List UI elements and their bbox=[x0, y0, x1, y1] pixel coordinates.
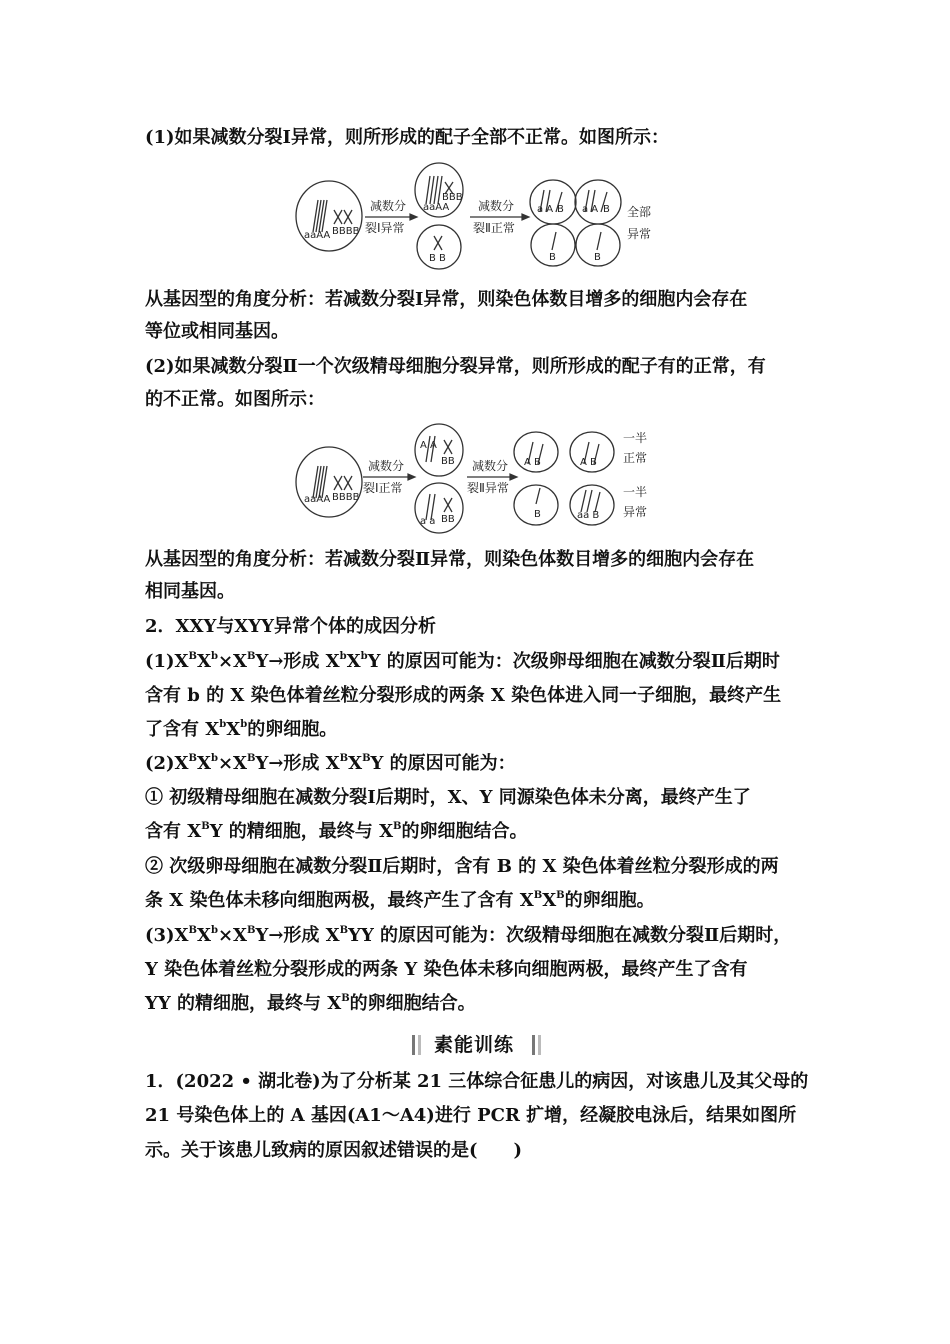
cell-label: a A bbox=[582, 204, 599, 215]
cell-label: A B bbox=[524, 457, 541, 468]
meiosis-i-abnormal-diagram bbox=[290, 160, 670, 272]
banner-bar-right bbox=[532, 1035, 535, 1055]
paragraph-4b: 相同基因。 bbox=[145, 581, 235, 602]
cell-label: B bbox=[594, 252, 601, 263]
section-2-item-2-line-1: ② 次级卵母细胞在减数分裂Ⅱ后期时，含有 B 的 X 染色体着丝粒分裂形成的两 bbox=[145, 856, 779, 877]
cell-label: BBBB bbox=[332, 492, 360, 503]
cell-label: B bbox=[603, 204, 610, 215]
section-1-line-3: 了含有 $X^bX^b$的卵细胞。 bbox=[145, 719, 338, 740]
cell-label: BB bbox=[441, 456, 455, 467]
cell-label: A B bbox=[580, 457, 597, 468]
banner-bar-left-2 bbox=[418, 1035, 421, 1055]
cell-label: A A bbox=[420, 440, 437, 451]
cell-label: a a bbox=[420, 516, 436, 527]
banner-bar-left bbox=[412, 1035, 415, 1055]
result1-label-1: 一半 bbox=[623, 431, 648, 445]
gamete-1 bbox=[530, 180, 576, 224]
arrow2-label-bottom: 裂Ⅱ异常 bbox=[467, 481, 509, 495]
cell-label: B bbox=[534, 509, 541, 520]
question-1-line-2: 21 号染色体上的 A 基因(A1～A4)进行 PCR 扩增，经凝胶电泳后，结果如图所 bbox=[145, 1105, 797, 1126]
paragraph-2b: 等位或相同基因。 bbox=[145, 321, 289, 342]
primary-cell bbox=[296, 447, 362, 517]
result1-label-2: 正常 bbox=[623, 451, 648, 465]
cell-label: B B bbox=[429, 253, 446, 264]
paragraph-3a: (2)如果减数分裂Ⅱ一个次级精母细胞分裂异常，则所形成的配子有的正常，有 bbox=[145, 356, 766, 377]
arrow1-label-bottom: 裂Ⅰ正常 bbox=[363, 481, 403, 495]
section-1-line-2: 含有 b 的 X 染色体着丝粒分裂形成的两条 X 染色体进入同一子细胞，最终产生 bbox=[145, 685, 782, 706]
section-2-item-1-line-2: 含有 $X^BY$ 的精细胞，最终与 $X^B$的卵细胞结合。 bbox=[145, 821, 528, 842]
paragraph-1: (1)如果减数分裂Ⅰ异常，则所形成的配子全部不正常。如图所示： bbox=[145, 127, 669, 148]
question-1-line-3: 示。关于该患儿致病的原因叙述错误的是( ) bbox=[145, 1140, 523, 1161]
banner-bar-right-2 bbox=[538, 1035, 541, 1055]
meiosis-ii-abnormal-diagram bbox=[290, 420, 670, 535]
section-1-line-1: $(1)X^BX^b\times X^BY\to$形成 $X^bX^bY$ 的原因可能为：次级卵母细胞在减数分裂Ⅱ后期时 bbox=[145, 651, 780, 672]
cell-label: aaAA bbox=[304, 494, 331, 505]
section-2-item-2-line-2: 条 X 染色体未移向细胞两极，最终产生了含有 $X^BX^B$的卵细胞。 bbox=[145, 890, 655, 911]
paragraph-2a: 从基因型的角度分析：若减数分裂Ⅰ异常，则染色体数目增多的细胞内会存在 bbox=[145, 289, 748, 310]
cell-label: aaAA bbox=[423, 202, 450, 213]
cell-label: BBB bbox=[442, 192, 463, 203]
gamete-2 bbox=[575, 180, 621, 224]
cell-label: aa B bbox=[577, 510, 600, 521]
cell-label: B bbox=[557, 204, 564, 215]
arrow2-label-bottom: 裂Ⅱ正常 bbox=[473, 221, 515, 235]
heading-2: 2．XXY与XYY异常个体的成因分析 bbox=[145, 616, 436, 637]
arrow1-label-top: 减数分 bbox=[368, 459, 405, 473]
result2-label-1: 一半 bbox=[623, 485, 648, 499]
question-1-line-1: 1．(2022 • 湖北卷)为了分析某 21 三体综合征患儿的病因，对该患儿及其父母的 bbox=[145, 1071, 809, 1092]
section-3-line-2: Y 染色体着丝粒分裂形成的两条 Y 染色体未移向细胞两极，最终产生了含有 bbox=[145, 959, 748, 980]
section-3-line-1: $(3)X^BX^b\times X^BY\to$形成 $X^BYY$ 的原因可能为：次级精母细胞在减数分裂Ⅱ后期时， bbox=[145, 925, 792, 946]
cell-label: BB bbox=[441, 514, 455, 525]
cell-label: B bbox=[549, 252, 556, 263]
result2-label-2: 异常 bbox=[623, 505, 648, 519]
cell-label: BBBB bbox=[332, 226, 360, 237]
paragraph-3b: 的不正常。如图所示： bbox=[145, 389, 325, 410]
section-banner bbox=[410, 1031, 540, 1059]
banner-title: 素能训练 bbox=[434, 1034, 515, 1056]
section-2-line-1: $(2)X^BX^b\times X^BY\to$形成 $X^BX^BY$ 的原因可能为： bbox=[145, 753, 516, 774]
arrow2-label-top: 减数分 bbox=[478, 199, 515, 213]
result-label-2: 异常 bbox=[627, 227, 652, 241]
section-2-item-1-line-1: ① 初级精母细胞在减数分裂Ⅰ后期时，X、Y 同源染色体未分离，最终产生了 bbox=[145, 787, 751, 808]
arrow1-label-bottom: 裂Ⅰ异常 bbox=[365, 221, 405, 235]
cell-label: aaAA bbox=[304, 230, 331, 241]
cell-label: a A bbox=[537, 204, 554, 215]
paragraph-4a: 从基因型的角度分析：若减数分裂Ⅱ异常，则染色体数目增多的细胞内会存在 bbox=[145, 549, 755, 570]
arrow1-label-top: 减数分 bbox=[370, 199, 407, 213]
result-label-1: 全部 bbox=[627, 205, 652, 219]
arrow2-label-top: 减数分 bbox=[472, 459, 509, 473]
section-3-line-3: YY 的精细胞，最终与 $X^B$的卵细胞结合。 bbox=[145, 993, 476, 1014]
